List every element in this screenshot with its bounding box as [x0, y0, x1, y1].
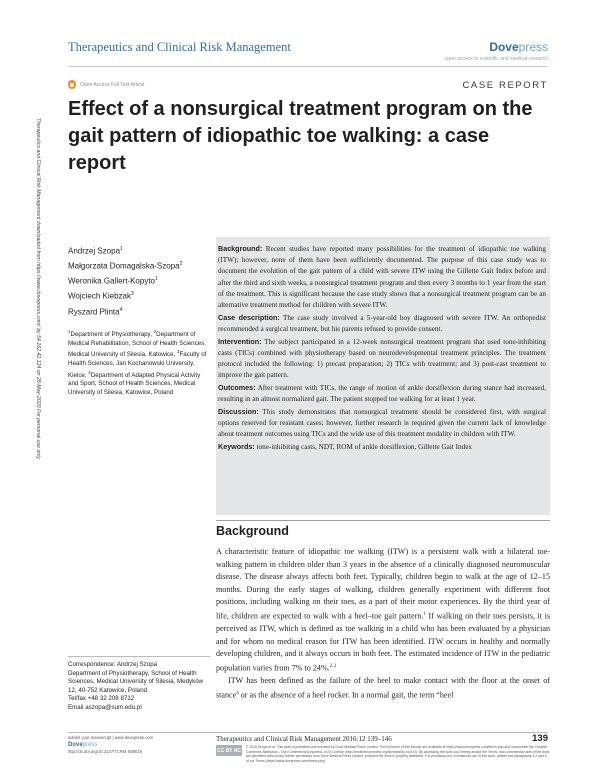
- body-paragraph: ITW has been defined as the failure of the heel to make contact with the floor at the onset of stance$^4$ or as the absence of a heel rocker. In a normal gait, the term “heel: [216, 676, 550, 700]
- correspondence-divider: [68, 656, 210, 657]
- open-access-label: [68, 80, 144, 89]
- citation[interactable]: 1: [423, 611, 426, 617]
- journal-title: Therapeutics and Clinical Risk Management: [68, 40, 291, 54]
- license-text: © 2016 Szopa et al. This work is published and licensed by Dove Medical Press Limited. The full terms of this license are available at https://www.dovepress.com/terms.php and incorporate the Creative Commons Attribution – Non Commercial (unported, v3.0) License (http://creativecommons.org/licenses/by-nc/3.0/). By accessing the work you hereby accept the Terms. Non-commercial uses of the work are permitted without any further permission from Dove Medical Press Limited, provided the work is properly attributed. For permission for commercial use of this work, please see paragraphs 4.2 and 5 of our Terms (https://www.dovepress.com/terms.php).: [246, 745, 550, 763]
- correspondence: [68, 661, 210, 713]
- author: Małgorzata Domagalska-Szopa$^2$: [68, 261, 183, 271]
- abstract-case-description: Case description: The case study involved a 5-year-old boy diagnosed with severe ITW. An orthopedist recommended a surgical treatment, but his parents refused to provide consent.: [218, 312, 547, 333]
- footer-left: [68, 735, 208, 755]
- background-body: [216, 546, 550, 702]
- dovepress-logo[interactable]: [489, 40, 548, 54]
- footer-divider: [68, 732, 548, 733]
- open-access-icon: [68, 80, 76, 89]
- article-title: Effect of a nonsurgical treatment program on the gait pattern of idiopathic toe walking: a case report: [68, 98, 533, 174]
- brand-tagline: open access to scientific and medical research: [444, 56, 548, 62]
- abstract-outcomes: Outcomes: After treatment with TICs, the range of motion of ankle dorsiflexion during stance had increased, resulting in an almost normalized gait. The patient stopped toe walking for at least 1 year.: [218, 382, 546, 404]
- author-list: [68, 243, 210, 319]
- footer-logo[interactable]: Dovepress: [68, 742, 98, 748]
- doi-link[interactable]: http://dx.doi.org/10.2147/TCRM.S89016: [68, 749, 143, 754]
- abstract-box: [216, 237, 550, 515]
- page-number: 139: [532, 733, 548, 744]
- creative-commons-icon[interactable]: CC BY NC: [216, 745, 242, 756]
- submit-link[interactable]: submit your manuscript | www.dovepress.com: [68, 735, 154, 740]
- download-note: [20, 118, 42, 538]
- open-access-text: Open Access Full Text Article: [80, 81, 145, 88]
- brand-light: press: [518, 40, 548, 54]
- abstract-discussion: Discussion: This study demonstrates that nonsurgical treatment should be considered first, with surgical options reserved for resistant cases; however, further research is required given the current lack of knowledge about treatment outcomes using TICs and the wide use of this treatment modality in children with ITW.: [218, 406, 546, 439]
- header-divider: [68, 66, 548, 67]
- section-divider: [216, 520, 550, 521]
- footer-citation: Therapeutics and Clinical Risk Management 2016:12 139–146: [216, 735, 392, 743]
- correspondence-email[interactable]: Email aszopa@sum.edu.pl: [68, 703, 142, 711]
- abstract-keywords: Keywords: tone-inhibiting casts, NDT, ROM of ankle dorsiflexion, Gillette Gait Index: [218, 441, 472, 451]
- affiliation: $^1$Department of Physiotherapy, $^2$Department of Medical Rehabilitation, School of Health Sciences, Medical University of Silesia, Katowice, $^3$Faculty of Health Sciences, Jan Kochanowski University, Kielce, $^4$Department of Adapted Physical Activity and Sport, School of Health Sciences, Medical University of Silesia, Katowice, Poland: [68, 329, 207, 396]
- article-type: CASE REPORT: [462, 80, 548, 91]
- author: Weronika Gallert-Kopyto$^1$: [68, 276, 158, 286]
- brand-bold: Dove: [489, 40, 519, 54]
- license-block: [216, 745, 550, 763]
- correspondence-phone: Tel/fax +48 32 208 8712: [68, 695, 135, 703]
- abstract-intervention: Intervention: The subject participated in a 12-week nonsurgical treatment program that used tone-inhibiting casts (TICs) combined with physiotherapy based on neurodevelopmental treatment principles. The treatment protocol included the following: 1) precast preparation; 2) TICs with treatment; and 3) post-cast treatment to improve the gait pattern.: [218, 336, 546, 380]
- author: Ryszard Plinta$^4$: [68, 306, 123, 317]
- citation[interactable]: 4: [236, 690, 239, 696]
- author: Wojciech Kiebzak$^3$: [68, 291, 134, 302]
- citation[interactable]: 2,3: [329, 664, 336, 670]
- correspondence-address: Department of Physiotherapy, School of Health Sciences, Medical University of Silesia, Medyków 12, 40-752 Katowice, Poland: [68, 669, 204, 694]
- author: Andrzej Szopa$^1$: [68, 246, 123, 256]
- body-paragraph: A characteristic feature of idiopathic toe walking (ITW) is a persistent walk with a bilateral toe-walking pattern in children older than 3 years in the absence of a clinically diagnosed neuromuscular disease. The disease always affects both feet. Typically, children begin to walk at the age of 12–15 months. During the early stages of walking, children generally experiment with different foot positions, including walking on their toes, as a part of their motor experiences. By the third year of life, children are expected to walk with a heel–toe gait pattern.$^1$ If walking on their toes persists, it is perceived as ITW, which is defined as toe walking in a child who has been evaluated by a physician and for whom no medical reason for ITW has been identified. ITW occurs in healthy and normally developing children, and it always occurs in both feet. The estimated incidence of ITW in the pediatric population varies from 7% to 24%.$^{2,3}$: [216, 547, 550, 673]
- abstract-background: Background: Recent studies have reported many possibilities for the treatment of idiopathic toe walking (ITW); however, none of them have been sufficiently documented. The purpose of this case study was to document the evolution of the gait pattern of a child with severe ITW using the Gillette Gait Index before and after the third and sixth weeks, a nonsurgical treatment program and then every 3 months to 1 year from the start of the treatment. This is significant because the case study shows that a nonsurgical treatment program can be an alternative treatment method for children with severe ITW.: [218, 244, 546, 310]
- download-note-text: Therapeutics and Clinical Risk Management downloaded from https://www.dovepress.com/ by 54.162.42.124 on 28-May-2020 For personal use only.: [35, 118, 41, 460]
- correspondence-name: Correspondence: Andrzej Szopa: [68, 661, 158, 668]
- section-heading: Background: [216, 524, 289, 538]
- affiliations: [68, 328, 210, 397]
